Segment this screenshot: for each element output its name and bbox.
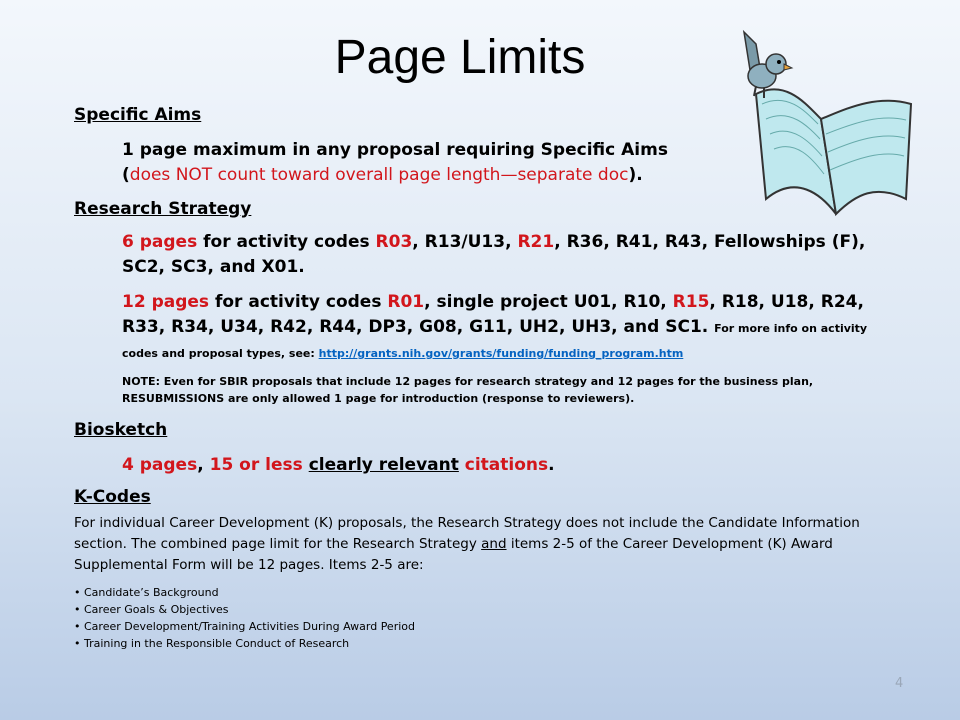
page-number: 4 bbox=[895, 676, 904, 691]
red-4-pages: 4 pages bbox=[122, 455, 198, 475]
text: For individual Career Development (K) proposals, the Research Strategy does not include the Candidate Information section. The combined page limit for the Research Strategy bbox=[74, 515, 860, 552]
red-r01: R01 bbox=[387, 292, 425, 312]
list-item: • Candidate’s Background bbox=[74, 584, 894, 601]
list-item: • Training in the Responsible Conduct of Research bbox=[74, 635, 894, 652]
text: , bbox=[197, 455, 210, 475]
list-item: • Career Goals & Objectives bbox=[74, 601, 894, 618]
slide-body bbox=[74, 104, 894, 652]
text: , R13/U13, bbox=[412, 232, 518, 252]
k-codes-paragraph bbox=[74, 513, 894, 576]
red-12-pages: 12 pages bbox=[122, 292, 210, 312]
text: , single project U01, R10, bbox=[424, 292, 673, 312]
red-r03: R03 bbox=[375, 232, 413, 252]
heading-biosketch: Biosketch bbox=[74, 420, 168, 440]
specific-aims-line1: 1 page maximum in any proposal requiring Specific Aims bbox=[122, 140, 668, 160]
heading-k-codes: K-Codes bbox=[74, 487, 151, 507]
text: for activity codes bbox=[209, 292, 388, 312]
red-citations: citations bbox=[464, 455, 549, 475]
text: for activity codes bbox=[197, 232, 376, 252]
paren-close: ). bbox=[628, 165, 643, 185]
red-r21: R21 bbox=[517, 232, 555, 252]
slide-title: Page Limits bbox=[334, 31, 586, 84]
bird-icon bbox=[744, 32, 792, 98]
red-r15: R15 bbox=[672, 292, 710, 312]
k-codes-items-list bbox=[74, 584, 894, 652]
red-15-or-less: 15 or less bbox=[209, 455, 303, 475]
sbir-note: NOTE: Even for SBIR proposals that include 12 pages for research strategy and 12 pages for the business plan, RESUBMISSIONS are only allowed 1 page for introduction (response to reviewers). bbox=[122, 375, 814, 405]
list-item: • Career Development/Training Activities During Award Period bbox=[74, 618, 894, 635]
text: items 2-5 of the Career Development (K) Award Supplemental Form will be 12 pages. Items 2-5 are: bbox=[74, 536, 833, 573]
text: . bbox=[548, 455, 555, 475]
paren-open: ( bbox=[122, 165, 130, 185]
and-underlined: and bbox=[481, 536, 507, 552]
funding-program-link[interactable]: http://grants.nih.gov/grants/funding/funding_program.htm bbox=[318, 347, 684, 360]
more-info-text: For more info on activity codes and proposal types, see: bbox=[122, 322, 868, 360]
text: , R18, U18, R24, R33, R34, U34, R42, R44, DP3, G08, G11, UH2, UH3, and SC1. bbox=[122, 292, 864, 337]
biosketch-paragraph bbox=[122, 453, 894, 478]
red-6-pages: 6 pages bbox=[122, 232, 198, 252]
heading-research-strategy: Research Strategy bbox=[74, 199, 252, 219]
heading-specific-aims: Specific Aims bbox=[74, 105, 202, 125]
clearly-relevant: clearly relevant bbox=[308, 455, 459, 475]
specific-aims-red-note: does NOT count toward overall page length—separate doc bbox=[129, 165, 629, 185]
text: , R36, R41, R43, Fellowships (F), SC2, SC3, and X01. bbox=[122, 232, 866, 277]
specific-aims-paragraph bbox=[122, 138, 894, 188]
research-strategy-12-pages bbox=[122, 290, 894, 365]
research-strategy-6-pages bbox=[122, 230, 894, 280]
